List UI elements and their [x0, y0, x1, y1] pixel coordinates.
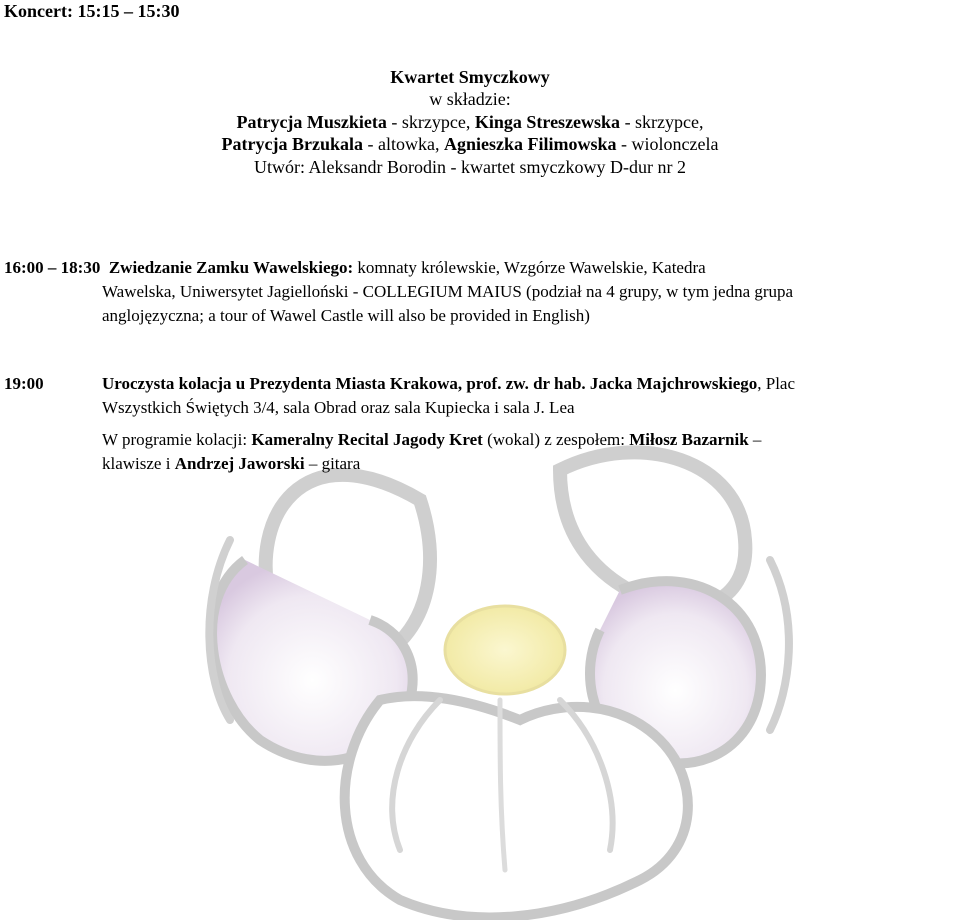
dinner-line-1 [4, 372, 958, 396]
dinner-line-2: Wszystkich Świętych 3/4, sala Obrad oraz sala Kupiecka i sala J. Lea [102, 398, 575, 417]
recital-title: Kameralny Recital Jagody Kret [251, 430, 483, 449]
member-name: Patrycja Brzukala [221, 134, 363, 155]
member-instrument: - wiolonczela [616, 134, 719, 155]
member-instrument: - skrzypce, [620, 111, 704, 132]
musician-name: Miłosz Bazarnik [629, 430, 749, 449]
programme-line-1 [4, 428, 958, 452]
tour-line-3: anglojęzyczna; a tour of Wawel Castle will also be provided in English) [102, 306, 590, 325]
tour-session [4, 256, 958, 328]
session-title: Uroczysta kolacja u Prezydenta Miasta Krakowa, prof. zw. dr hab. Jacka Majchrowskiego [102, 374, 758, 393]
session-title: Zwiedzanie Zamku Wawelskiego: [108, 258, 354, 277]
member-name: Agnieszka Filimowska [443, 134, 617, 155]
tour-line-1 [4, 256, 958, 280]
member-instrument: - altowka, [363, 134, 444, 155]
programme-mid: (wokal) z zespołem: [482, 430, 630, 449]
quartet-title: Kwartet Smyczkowy [390, 67, 550, 87]
member-instrument: - skrzypce, [386, 111, 475, 132]
session-location: , Plac [757, 374, 796, 393]
programme-line2-tail: – gitara [304, 454, 361, 473]
quartet-block [0, 66, 940, 178]
member-name: Patrycja Muszkieta [236, 111, 387, 132]
member-name: Kinga Streszewska [474, 111, 621, 132]
programme-line2-lead: klawisze i [102, 454, 175, 473]
concert-heading: Koncert: 15:15 – 15:30 [4, 1, 180, 21]
musician-name: Andrzej Jaworski [174, 454, 305, 473]
session-time: 19:00 [4, 374, 44, 393]
programme-dash: – [748, 430, 762, 449]
programme-line-2 [4, 452, 958, 476]
session-description: komnaty królewskie, Wzgórze Wawelskie, Katedra [353, 258, 706, 277]
quartet-piece: Utwór: Aleksandr Borodin - kwartet smyczkowy D-dur nr 2 [254, 156, 686, 177]
spacer [4, 420, 958, 428]
dinner-session [4, 372, 958, 476]
quartet-members-line-2 [0, 133, 940, 155]
quartet-subtitle: w składzie: [429, 89, 511, 110]
tour-line-2: Wawelska, Uniwersytet Jagielloński - COLLEGIUM MAIUS (podział na 4 grupy, w tym jedna grupa [102, 282, 794, 301]
programme-lead: W programie kolacji: [102, 430, 252, 449]
quartet-members-line-1 [0, 111, 940, 133]
session-time: 16:00 – 18:30 [4, 258, 101, 277]
